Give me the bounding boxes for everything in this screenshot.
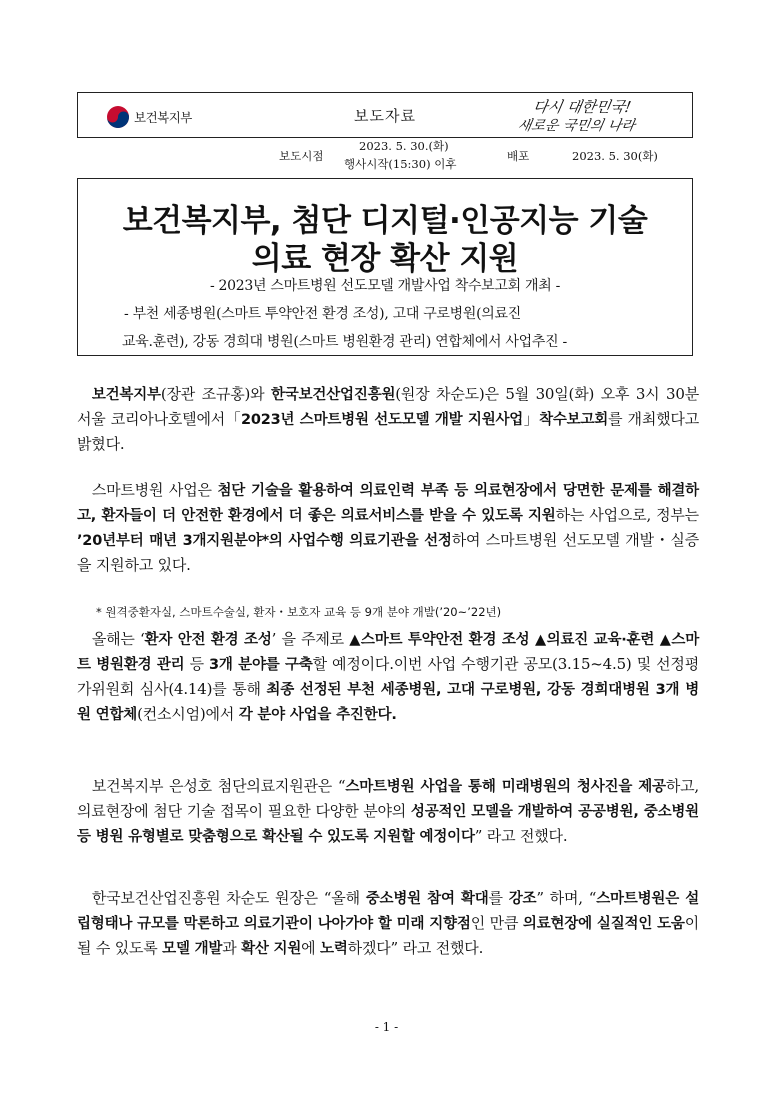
- emphasis-text: 성공적인 모델을 개발하여 공공병원, 중소병원 등 병원 유형별로 맞춤형으로 확산될 수 있도록 지원할 예정이다: [77, 804, 699, 845]
- release-time-label: 보도시점: [279, 149, 324, 163]
- body-text: 」: [523, 410, 540, 428]
- body-text: 올해는 ‘: [91, 630, 145, 648]
- emphasis-text: ▲스마트 투약안전 환경 조성 ▲의료진 교육·훈련 ▲스마트 병원환경 관리: [77, 632, 700, 673]
- emphasis-text: 2023년 스마트병원 선도모델 개발 지원사업: [240, 412, 524, 428]
- emphasis-text: 한국보건산업진흥원: [271, 387, 396, 403]
- emphasis-text: 모델 개발: [162, 941, 223, 957]
- slogan-line2: 새로운 국민의 나라: [516, 118, 637, 134]
- body-text: ” 하며, “: [536, 889, 597, 907]
- emphasis-text: 확산 지원: [241, 941, 302, 957]
- body-text: 한국보건산업진흥원 차순도 원장은 “올해: [91, 889, 366, 907]
- body-text: 인 만큼: [470, 914, 523, 932]
- emphasis-text: 노력: [320, 941, 348, 957]
- paragraph-1: [77, 382, 699, 456]
- emphasis-text: 보건복지부: [91, 387, 161, 403]
- emphasis-text: 환자 안전 환경 조성: [144, 632, 272, 648]
- body-text: (원장 차순도)은 5월 30일(화) 오후 3시 30분 서울 코리아나호텔에서「: [77, 385, 699, 428]
- subheadline-1: - 2023년 스마트병원 선도모델 개발사업 착수보고회 개최 -: [209, 278, 561, 294]
- body-text: 과: [222, 939, 242, 957]
- paragraph-3: [77, 627, 699, 727]
- release-time-event: 행사시작(15:30) 이후: [344, 157, 457, 171]
- subheadline-2: - 부천 세종병원(스마트 투약안전 환경 조성), 고대 구로병원(의료진: [124, 306, 521, 322]
- headline-line1: 보건복지부, 첨단 디지털·인공지능 기술: [122, 203, 648, 239]
- emphasis-text: 3개 분야를 구축: [209, 657, 313, 673]
- paragraph-4: [77, 774, 699, 849]
- emphasis-text: 중소병원 참여 확대: [365, 891, 489, 907]
- body-text: 하고, 의료현장에 첨단 기술 접목이 필요한 다양한 분야의: [77, 777, 699, 820]
- headline-box: [77, 178, 693, 356]
- body-text: 를 개최했다고 밝혔다.: [77, 410, 699, 453]
- footnote: * 원격중환자실, 스마트수술실, 환자・보호자 교육 등 9개 분야 개발(’20~’22년): [96, 605, 502, 619]
- body-text: ” 라고 전했다.: [474, 827, 568, 845]
- distribution-label: 배포: [507, 149, 530, 163]
- body-text: 를: [488, 889, 509, 907]
- emphasis-text: 의료현장에 실질적인 도움: [522, 916, 685, 932]
- emphasis-text: 스마트병원 사업을 통해 미래병원의 청사진을 제공: [345, 779, 666, 795]
- ministry-name: 보건복지부: [134, 110, 192, 125]
- emphasis-text: 스마트병원은 설립형태나 규모를 막론하고 의료기관이 나아가야 할 미래 지향점: [77, 891, 699, 932]
- body-text: (장관 조규홍)와: [160, 385, 271, 403]
- body-text: 하는 사업으로, 정부는: [555, 506, 699, 524]
- slogan-handwriting: [513, 97, 678, 135]
- slogan-line1: 다시 대한민국!: [531, 98, 633, 116]
- headline-line2: 의료 현장 확산 지원: [251, 241, 519, 277]
- body-text: 하여 스마트병원 선도모델 개발・실증을 지원하고 있다.: [77, 531, 699, 574]
- emphasis-text: ’20년부터 매년 3개지원분야*의 사업수행 의료기관을 선정: [77, 533, 452, 549]
- body-text: (컨소시엄)에서: [137, 705, 239, 723]
- body-text: 보건복지부 은성호 첨단의료지원관은 “: [91, 777, 346, 795]
- body-text: 하겠다” 라고 전했다.: [347, 939, 484, 957]
- subheadline-3: 교육.훈련), 강동 경희대 병원(스마트 병원환경 관리) 연합체에서 사업추진 -: [122, 334, 567, 350]
- body-text: ’ 을 주제로: [271, 630, 350, 648]
- body-text: 이 될 수 있도록: [77, 914, 700, 957]
- emphasis-text: 강조: [508, 891, 537, 907]
- distribution-date: 2023. 5. 30(화): [572, 149, 658, 163]
- emphasis-text: 각 분야 사업을 추진한다.: [238, 707, 397, 723]
- page-number: - 1 -: [374, 1020, 399, 1034]
- body-text: 에: [301, 939, 321, 957]
- press-header: [77, 92, 693, 138]
- emphasis-text: 첨단 기술을 활용하여 의료인력 부족 등 의료현장에서 당면한 문제를 해결하고, 환자들이 더 안전한 환경에서 더 좋은 의료서비스를 받을 수 있도록 지원: [77, 483, 699, 524]
- paragraph-2: [77, 478, 699, 577]
- paragraph-5: [77, 886, 699, 961]
- emphasis-text: 최종 선정된 부천 세종병원, 고대 구로병원, 강동 경희대병원 3개 병원 연합체: [77, 682, 700, 723]
- release-time-date: 2023. 5. 30.(화): [359, 139, 449, 153]
- emphasis-text: 착수보고회: [539, 412, 609, 428]
- body-text: 할 예정이다.이번 사업 수행기관 공모(3.15~4.5) 및 선정평가위원회 심사(4.14)를 통해: [77, 655, 699, 698]
- body-text: 스마트병원 사업은: [91, 481, 218, 499]
- document-type-title: 보도자료: [354, 107, 416, 125]
- body-text: 등: [184, 655, 210, 673]
